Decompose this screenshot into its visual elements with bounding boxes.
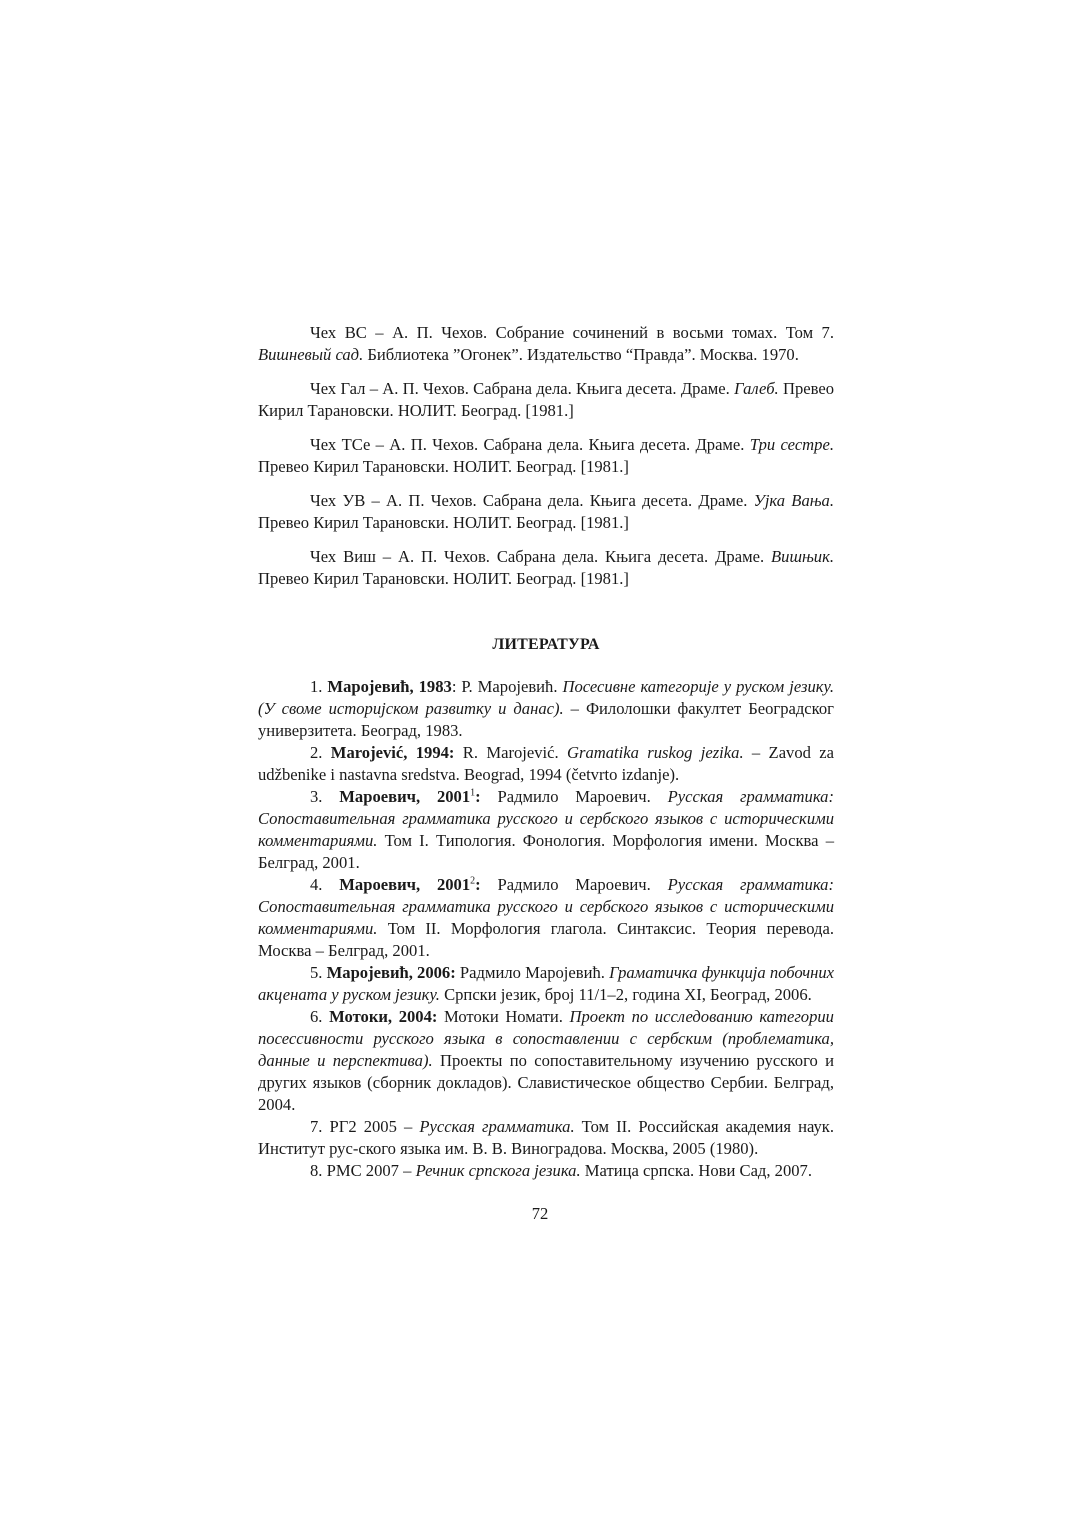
ref-text: – Филолошки факултет Београдског универзитета. Београд, 1983. <box>258 699 834 740</box>
source-text: Библиотека ”Огонек”. Издательство “Правда”. Москва. 1970. <box>363 345 799 364</box>
source-text: Чех ТСе – А. П. Чехов. Сабрана дела. Књига десета. Драме. <box>310 435 750 454</box>
ref-author: Marojević, 1994: <box>330 743 455 762</box>
ref-title: Русская грамматика: Сопоставительная грамматика русского и сербского языков с историческими комментариями. <box>258 875 835 938</box>
source-entry <box>258 322 834 366</box>
source-title: Вишневый сад. <box>258 345 364 364</box>
document-page <box>258 322 834 1182</box>
ref-number: 4. <box>310 875 340 894</box>
source-title: Три сестре. <box>749 435 834 454</box>
references-list <box>258 676 834 1182</box>
source-text: Превео Кирил Тарановски. НОЛИТ. Београд. [1981.] <box>258 569 629 588</box>
reference-entry <box>258 1160 834 1182</box>
ref-author-colon: : <box>475 787 481 806</box>
ref-number: 2. <box>310 743 331 762</box>
ref-title: Речник српскога језика. <box>415 1161 581 1180</box>
ref-number: 7. <box>310 1117 330 1136</box>
reference-entry <box>258 874 834 962</box>
ref-superscript: 2 <box>470 875 476 887</box>
ref-text: Том II. Российская академия наук. Институт рус-ского языка им. В. В. Виноградова. Москва, 2005 (1980). <box>258 1117 834 1158</box>
ref-number: 3. <box>310 787 340 806</box>
reference-entry <box>258 962 834 1006</box>
ref-title: Граматичка функција побочних акцената у руском језику. <box>258 963 835 1004</box>
reference-entry <box>258 1006 834 1116</box>
source-text: Превео Кирил Тарановски. НОЛИТ. Београд. [1981.] <box>258 513 629 532</box>
source-title: Вишњик. <box>771 547 834 566</box>
ref-number: 6. <box>310 1007 330 1026</box>
source-text: Превео Кирил Тарановски. НОЛИТ. Београд. [1981.] <box>258 457 629 476</box>
source-text: Чех Гал – А. П. Чехов. Сабрана дела. Књига десета. Драме. <box>310 379 735 398</box>
page-number: 72 <box>531 1204 549 1223</box>
ref-text: Радмило Маројевић. <box>455 963 610 982</box>
ref-text: Српски језик, број 11/1–2, година XI, Београд, 2006. <box>439 985 812 1004</box>
ref-author: Маројевић, 2006: <box>326 963 456 982</box>
reference-entry <box>258 742 834 786</box>
source-title: Галеб. <box>734 379 779 398</box>
ref-text: Проекты по сопоставительному изучению русского и других языков (сборник докладов). Славистическое общество Сербии. Белград, 2004. <box>258 1051 834 1114</box>
source-entry <box>258 546 834 590</box>
reference-entry <box>258 1116 834 1160</box>
source-entry <box>258 490 834 534</box>
sources-list <box>258 322 834 590</box>
ref-text: РМС 2007 – <box>326 1161 416 1180</box>
ref-text: Радмило Мароевич. <box>480 875 668 894</box>
ref-author: Мотоки, 2004: <box>329 1007 438 1026</box>
ref-title: Проект по исследованию категории посессивности русского языка в сопоставлении с сербским (проблематика, данные и перспектива). <box>258 1007 834 1070</box>
reference-entry <box>258 676 834 742</box>
ref-author: Маројевић, 1983 <box>327 677 452 696</box>
source-text: Чех УВ – А. П. Чехов. Сабрана дела. Књига десета. Драме. <box>310 491 754 510</box>
ref-superscript: 1 <box>470 787 476 799</box>
ref-title: Русская грамматика. <box>419 1117 575 1136</box>
ref-text: Радмило Мароевич. <box>480 787 668 806</box>
source-entry <box>258 378 834 422</box>
source-title: Ујка Вања. <box>753 491 835 510</box>
ref-title: Gramatika ruskog jezika. <box>567 743 744 762</box>
ref-text: – Zavod za udžbenike i nastavna sredstva. Beograd, 1994 (četvrto izdanje). <box>258 743 835 784</box>
ref-title: Посесивне категорије у руском језику. (У своме историјском развитку и данас). <box>258 677 834 718</box>
ref-number: 1. <box>310 677 328 696</box>
reference-entry <box>258 786 834 874</box>
ref-number: 5. <box>310 963 327 982</box>
source-entry <box>258 434 834 478</box>
source-text: Чех ВС – А. П. Чехов. Собрание сочинений в восьми томах. Том 7. <box>310 323 834 342</box>
ref-text: Том II. Морфология глагола. Синтаксис. Теория перевода. Москва – Белград, 2001. <box>258 919 834 960</box>
ref-text: РГ2 2005 – <box>329 1117 420 1136</box>
section-heading: ЛИТЕРАТУРА <box>492 636 600 653</box>
ref-text: Матица српска. Нови Сад, 2007. <box>580 1161 813 1180</box>
ref-author: Мароевич, 2001 <box>339 787 471 806</box>
ref-number: 8. <box>310 1161 327 1180</box>
source-text: Чех Виш – А. П. Чехов. Сабрана дела. Књига десета. Драме. <box>310 547 772 566</box>
ref-author-colon: : <box>475 875 481 894</box>
ref-text: Мотоки Номати. <box>437 1007 570 1026</box>
ref-text: Том I. Типология. Фонология. Морфология имени. Москва – Белград, 2001. <box>258 831 834 872</box>
source-text: Превео Кирил Тарановски. НОЛИТ. Београд. [1981.] <box>258 379 835 420</box>
ref-title: Русская грамматика: Сопоставительная грамматика русского и сербского языков с историческими комментариями. <box>258 787 835 850</box>
ref-text: : Р. Маројевић. <box>451 677 563 696</box>
ref-author: Мароевич, 2001 <box>339 875 471 894</box>
ref-text: R. Marojević. <box>454 743 568 762</box>
